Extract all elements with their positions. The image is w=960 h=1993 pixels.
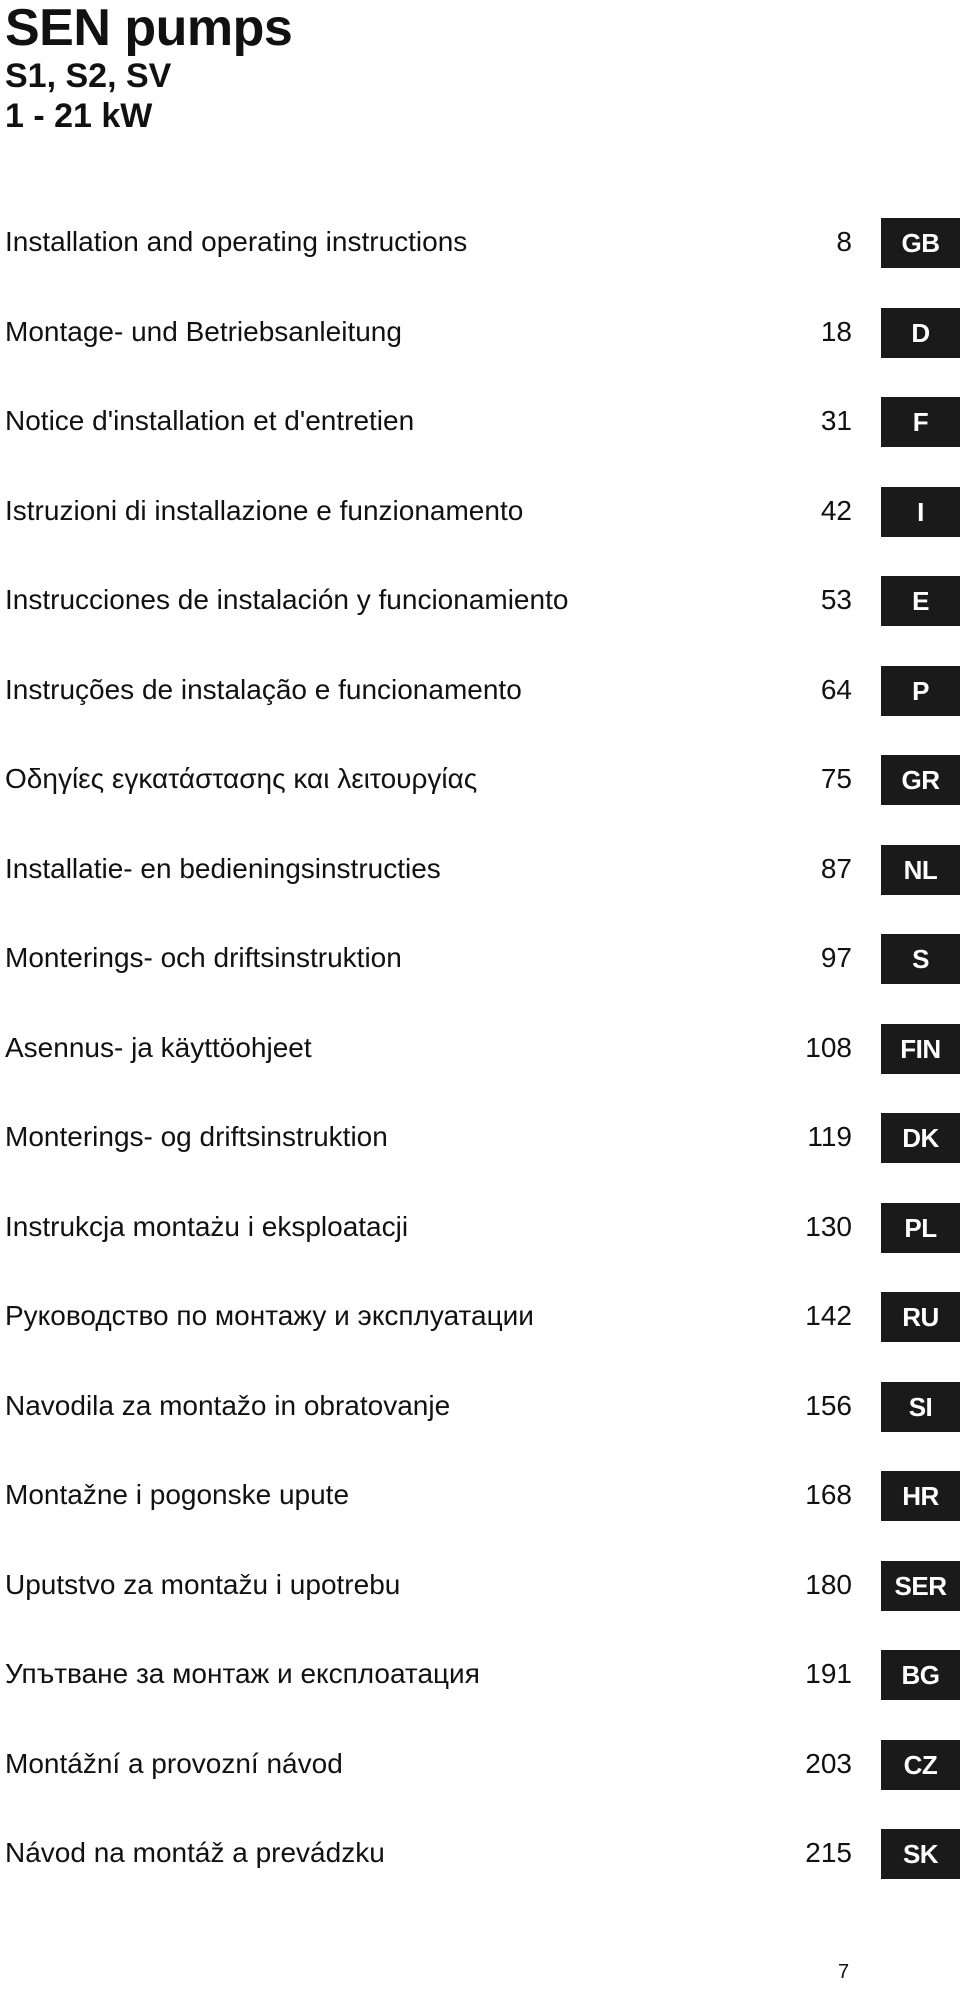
language-code-badge: P [881, 666, 960, 716]
toc-row[interactable] [0, 1113, 960, 1203]
toc-row-title: Monterings- och driftsinstruktion [5, 942, 402, 973]
toc-row[interactable] [0, 845, 960, 935]
language-code-badge: NL [881, 845, 960, 895]
language-code-badge: D [881, 308, 960, 358]
toc-row-page: 75 [820, 763, 852, 794]
toc-row[interactable] [0, 1382, 960, 1472]
toc-row-title: Monterings- og driftsinstruktion [5, 1121, 388, 1152]
toc-row[interactable] [0, 487, 960, 577]
language-code-badge: SI [881, 1382, 960, 1432]
toc-row[interactable] [0, 1829, 960, 1919]
toc-row-page: 180 [805, 1568, 852, 1600]
document-header [5, 0, 292, 136]
toc-row-title: Instrucciones de instalación y funcionamiento [5, 584, 569, 615]
language-code-badge: PL [881, 1203, 960, 1253]
toc-row-page: 42 [820, 494, 852, 526]
model-range: S1, S2, SV [5, 57, 172, 95]
toc-row-title: Installation and operating instructions [5, 226, 468, 257]
language-code-badge: CZ [881, 1740, 960, 1790]
toc-row-title: Montážní a provozní návod [5, 1747, 343, 1779]
toc-row[interactable] [0, 1650, 960, 1740]
toc-row-page: 191 [805, 1658, 852, 1689]
toc-row[interactable] [0, 1203, 960, 1293]
toc-row-page: 119 [807, 1121, 852, 1152]
toc-row-page: 31 [820, 405, 852, 436]
toc-row-title: Instruções de instalação e funcionamento [5, 673, 522, 705]
language-code-badge: S [881, 934, 960, 984]
language-code-badge: DK [881, 1113, 960, 1163]
language-code-badge: I [881, 487, 960, 537]
language-code-badge: RU [881, 1292, 960, 1342]
toc-row-title: Istruzioni di installazione e funzionamento [5, 494, 524, 526]
toc-row[interactable] [0, 666, 960, 756]
toc-row[interactable] [0, 1024, 960, 1114]
toc-row-title: Notice d'installation et d'entretien [5, 405, 415, 436]
language-code-badge: BG [881, 1650, 960, 1700]
language-code-badge: F [881, 397, 960, 447]
toc-row[interactable] [0, 1740, 960, 1830]
toc-row-page: 156 [805, 1389, 852, 1421]
toc-row-page: 203 [805, 1747, 852, 1779]
toc-row-title: Uputstvo za montažu i upotrebu [5, 1568, 401, 1600]
toc-row-title: Руководство по монтажу и эксплуатации [5, 1300, 534, 1331]
language-code-badge: HR [881, 1471, 960, 1521]
toc-row-title: Instrukcja montażu i eksploatacji [5, 1210, 409, 1242]
toc-row-page: 87 [820, 852, 852, 884]
toc-row[interactable] [0, 755, 960, 845]
toc-row-title: Návod na montáž a prevádzku [5, 1837, 385, 1868]
toc-row-page: 64 [820, 673, 852, 705]
toc-row[interactable] [0, 1292, 960, 1382]
power-range: 1 - 21 kW [5, 97, 153, 135]
language-code-badge: GR [881, 755, 960, 805]
document-title: SEN pumps [5, 0, 293, 57]
language-code-badge: FIN [881, 1024, 960, 1074]
language-code-badge: SK [881, 1829, 960, 1879]
toc-row[interactable] [0, 1561, 960, 1651]
toc-row-title: Упътване за монтаж и експлоатация [5, 1658, 480, 1689]
toc-row[interactable] [0, 218, 960, 308]
toc-row[interactable] [0, 934, 960, 1024]
language-code-badge: GB [881, 218, 960, 268]
toc-row-page: 97 [820, 942, 852, 973]
toc-row[interactable] [0, 1471, 960, 1561]
toc-row[interactable] [0, 397, 960, 487]
toc-row-page: 53 [820, 584, 852, 615]
toc-row-title: Navodila za montažo in obratovanje [5, 1389, 451, 1421]
toc-row-title: Asennus- ja käyttöohjeet [5, 1031, 312, 1063]
language-code-badge: SER [881, 1561, 960, 1611]
page-number: 7 [838, 1961, 850, 1983]
toc-row-page: 130 [805, 1210, 852, 1242]
toc-row-page: 168 [805, 1479, 852, 1510]
toc-row-page: 142 [805, 1300, 852, 1331]
language-code-badge: E [881, 576, 960, 626]
toc-row-page: 8 [836, 226, 852, 257]
toc-row-title: Montažne i pogonske upute [5, 1479, 350, 1510]
toc-row-title: Οδηγίες εγκατάστασης και λειτουργίας [5, 763, 478, 794]
toc-row-page: 108 [805, 1031, 852, 1063]
toc-row-page: 215 [805, 1837, 852, 1868]
toc-row-title: Montage- und Betriebsanleitung [5, 315, 402, 347]
language-table-of-contents [0, 218, 960, 1919]
toc-row-page: 18 [820, 315, 852, 347]
toc-row[interactable] [0, 308, 960, 398]
toc-row-title: Installatie- en bedieningsinstructies [5, 852, 441, 884]
toc-row[interactable] [0, 576, 960, 666]
